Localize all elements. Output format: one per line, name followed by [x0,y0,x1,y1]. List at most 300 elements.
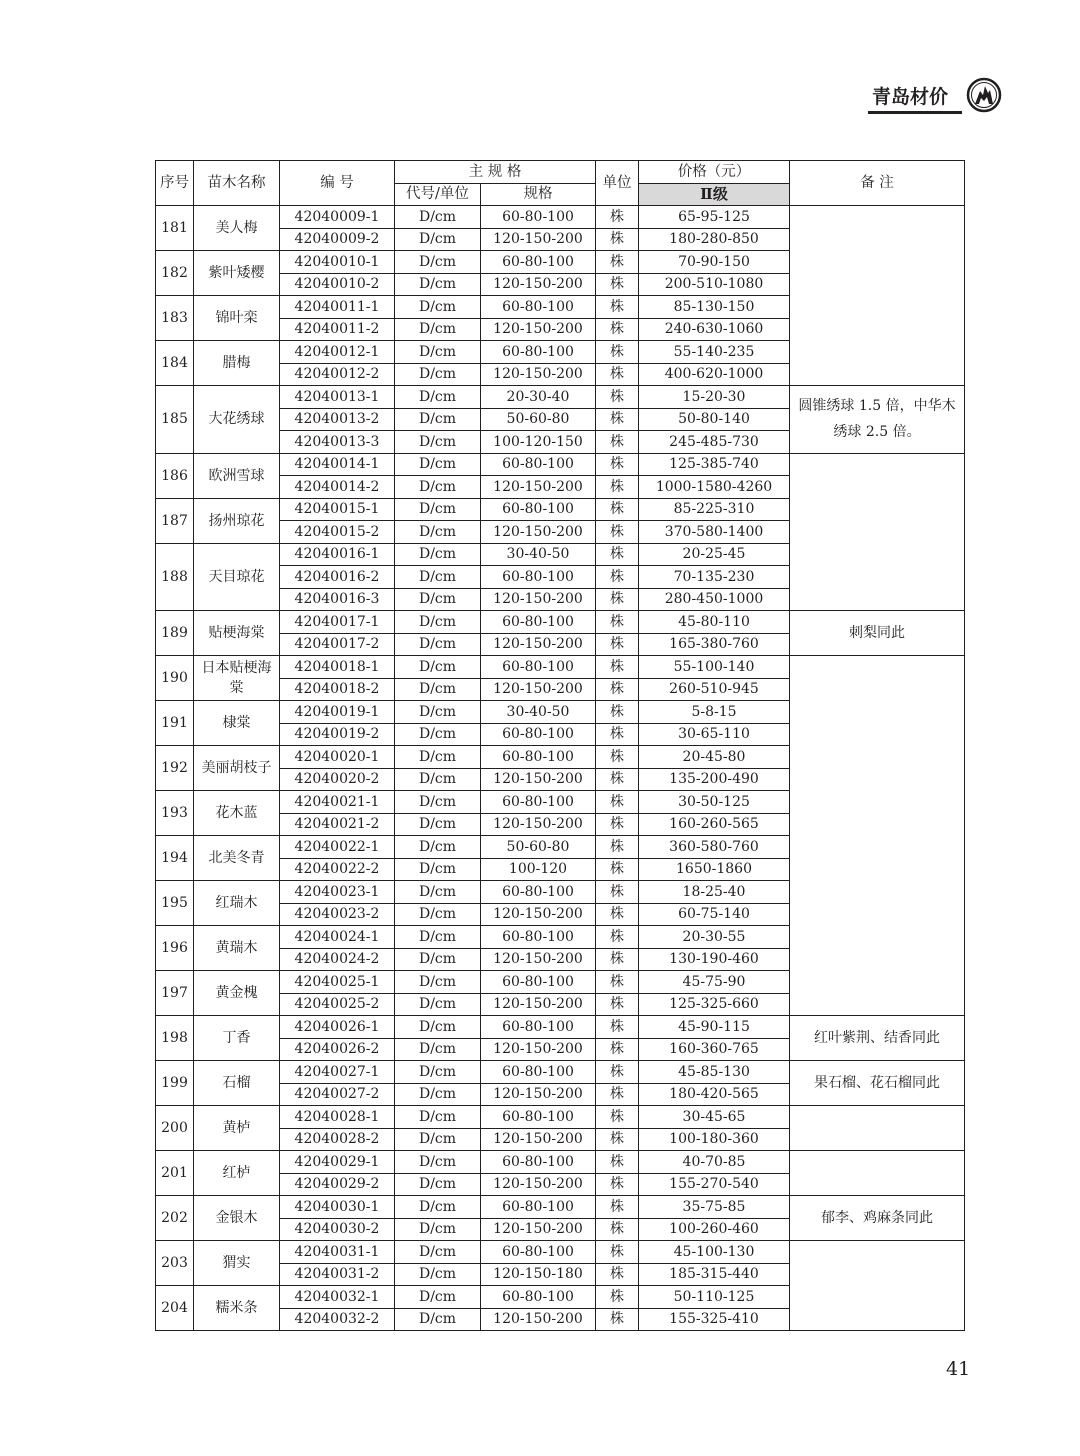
table-row [156,206,965,229]
code-cell: 42040024-2 [280,948,395,971]
code-cell: 42040015-1 [280,498,395,521]
unit-cell: 株 [596,1106,639,1129]
spec-cell: 120-150-200 [481,903,596,926]
spec-unit-cell: D/cm [395,678,481,701]
unit-cell: 株 [596,386,639,409]
unit-cell: 株 [596,971,639,994]
price-cell: 50-110-125 [639,1286,790,1309]
unit-cell: 株 [596,1241,639,1264]
spec-cell: 60-80-100 [481,1151,596,1174]
code-cell: 42040014-2 [280,476,395,499]
price-cell: 400-620-1000 [639,363,790,386]
unit-cell: 株 [596,633,639,656]
unit-cell: 株 [596,611,639,634]
code-cell: 42040027-1 [280,1061,395,1084]
spec-cell: 60-80-100 [481,746,596,769]
spec-cell: 120-150-200 [481,948,596,971]
note-cell [790,656,965,1016]
name-cell: 猬实 [194,1241,280,1286]
note-cell: 刺梨同此 [790,611,965,656]
price-cell: 30-45-65 [639,1106,790,1129]
spec-unit-cell: D/cm [395,1263,481,1286]
seq-cell: 184 [156,341,194,386]
unit-cell: 株 [596,836,639,859]
code-cell: 42040023-2 [280,903,395,926]
name-cell: 紫叶矮樱 [194,251,280,296]
unit-cell: 株 [596,318,639,341]
price-cell: 30-65-110 [639,723,790,746]
spec-cell: 120-150-200 [481,1128,596,1151]
price-cell: 160-360-765 [639,1038,790,1061]
spec-unit-cell: D/cm [395,1218,481,1241]
spec-cell: 120-150-200 [481,1083,596,1106]
spec-unit-cell: D/cm [395,498,481,521]
spec-unit-cell: D/cm [395,543,481,566]
price-cell: 65-95-125 [639,206,790,229]
spec-unit-cell: D/cm [395,273,481,296]
price-cell: 35-75-85 [639,1196,790,1219]
code-cell: 42040016-2 [280,566,395,589]
name-cell: 扬州琼花 [194,498,280,543]
unit-cell: 株 [596,903,639,926]
note-cell [790,1106,965,1151]
price-cell: 155-270-540 [639,1173,790,1196]
name-cell: 日本贴梗海棠 [194,656,280,701]
unit-cell: 株 [596,251,639,274]
price-cell: 135-200-490 [639,768,790,791]
spec-cell: 20-30-40 [481,386,596,409]
price-cell: 185-315-440 [639,1263,790,1286]
unit-cell: 株 [596,1151,639,1174]
spec-cell: 60-80-100 [481,971,596,994]
spec-unit-cell: D/cm [395,1151,481,1174]
price-cell: 1000-1580-4260 [639,476,790,499]
code-cell: 42040017-2 [280,633,395,656]
spec-unit-cell: D/cm [395,1106,481,1129]
code-cell: 42040022-2 [280,858,395,881]
unit-cell: 株 [596,296,639,319]
header-spec-unit: 代号/单位 [395,183,481,206]
spec-unit-cell: D/cm [395,1286,481,1309]
seq-cell: 191 [156,701,194,746]
code-cell: 42040013-2 [280,408,395,431]
code-cell: 42040022-1 [280,836,395,859]
price-cell: 200-510-1080 [639,273,790,296]
spec-cell: 60-80-100 [481,296,596,319]
spec-cell: 120-150-200 [481,768,596,791]
code-cell: 42040020-2 [280,768,395,791]
price-cell: 165-380-760 [639,633,790,656]
publication-logo-icon [966,77,1002,113]
note-cell: 果石榴、花石榴同此 [790,1061,965,1106]
table-body [156,206,965,1331]
name-cell: 欧洲雪球 [194,453,280,498]
unit-cell: 株 [596,656,639,679]
spec-cell: 120-150-200 [481,521,596,544]
spec-unit-cell: D/cm [395,1196,481,1219]
code-cell: 42040010-2 [280,273,395,296]
price-cell: 130-190-460 [639,948,790,971]
spec-cell: 60-80-100 [481,723,596,746]
price-cell: 100-260-460 [639,1218,790,1241]
spec-cell: 120-150-200 [481,678,596,701]
table-row [156,1151,965,1174]
unit-cell: 株 [596,746,639,769]
seq-cell: 197 [156,971,194,1016]
unit-cell: 株 [596,1016,639,1039]
code-cell: 42040025-2 [280,993,395,1016]
spec-unit-cell: D/cm [395,1128,481,1151]
spec-unit-cell: D/cm [395,993,481,1016]
price-cell: 260-510-945 [639,678,790,701]
spec-unit-cell: D/cm [395,948,481,971]
code-cell: 42040015-2 [280,521,395,544]
seq-cell: 200 [156,1106,194,1151]
note-cell [790,1241,965,1331]
seq-cell: 204 [156,1286,194,1331]
page-header [862,74,1012,118]
price-cell: 40-70-85 [639,1151,790,1174]
header-spec: 规格 [481,183,596,206]
seq-cell: 181 [156,206,194,251]
header-note: 备 注 [790,161,965,206]
name-cell: 黄瑞木 [194,926,280,971]
spec-cell: 60-80-100 [481,656,596,679]
unit-cell: 株 [596,1263,639,1286]
header-seq: 序号 [156,161,194,206]
name-cell: 锦叶栾 [194,296,280,341]
seq-cell: 193 [156,791,194,836]
spec-unit-cell: D/cm [395,971,481,994]
unit-cell: 株 [596,768,639,791]
unit-cell: 株 [596,858,639,881]
spec-cell: 50-60-80 [481,408,596,431]
table-row [156,1241,965,1264]
spec-unit-cell: D/cm [395,836,481,859]
code-cell: 42040014-1 [280,453,395,476]
price-cell: 85-225-310 [639,498,790,521]
spec-cell: 60-80-100 [481,1106,596,1129]
name-cell: 丁香 [194,1016,280,1061]
price-cell: 370-580-1400 [639,521,790,544]
spec-unit-cell: D/cm [395,476,481,499]
unit-cell: 株 [596,813,639,836]
spec-unit-cell: D/cm [395,386,481,409]
spec-cell: 120-150-200 [481,318,596,341]
unit-cell: 株 [596,588,639,611]
note-cell [790,1151,965,1196]
spec-unit-cell: D/cm [395,1173,481,1196]
seq-cell: 201 [156,1151,194,1196]
spec-unit-cell: D/cm [395,453,481,476]
spec-cell: 60-80-100 [481,926,596,949]
code-cell: 42040029-2 [280,1173,395,1196]
price-cell: 5-8-15 [639,701,790,724]
price-cell: 55-100-140 [639,656,790,679]
name-cell: 石榴 [194,1061,280,1106]
price-cell: 20-45-80 [639,746,790,769]
code-cell: 42040026-2 [280,1038,395,1061]
code-cell: 42040013-3 [280,431,395,454]
price-cell: 180-420-565 [639,1083,790,1106]
code-cell: 42040024-1 [280,926,395,949]
table-row [156,386,965,409]
code-cell: 42040012-2 [280,363,395,386]
price-cell: 125-385-740 [639,453,790,476]
unit-cell: 株 [596,723,639,746]
name-cell: 北美冬青 [194,836,280,881]
seq-cell: 185 [156,386,194,454]
spec-cell: 100-120-150 [481,431,596,454]
price-cell: 125-325-660 [639,993,790,1016]
note-cell: 圆锥绣球 1.5 倍，中华木绣球 2.5 倍。 [790,386,965,454]
seq-cell: 187 [156,498,194,543]
seq-cell: 189 [156,611,194,656]
header-underline [868,111,962,114]
unit-cell: 株 [596,1061,639,1084]
code-cell: 42040023-1 [280,881,395,904]
unit-cell: 株 [596,1286,639,1309]
spec-cell: 60-80-100 [481,791,596,814]
unit-cell: 株 [596,926,639,949]
header-code: 编 号 [280,161,395,206]
seq-cell: 186 [156,453,194,498]
spec-unit-cell: D/cm [395,881,481,904]
note-cell [790,453,965,611]
table-row [156,453,965,476]
name-cell: 天目琼花 [194,543,280,611]
spec-unit-cell: D/cm [395,1038,481,1061]
spec-unit-cell: D/cm [395,723,481,746]
code-cell: 42040028-2 [280,1128,395,1151]
code-cell: 42040031-1 [280,1241,395,1264]
price-cell: 50-80-140 [639,408,790,431]
spec-cell: 120-150-200 [481,813,596,836]
spec-cell: 60-80-100 [481,206,596,229]
code-cell: 42040021-2 [280,813,395,836]
unit-cell: 株 [596,543,639,566]
unit-cell: 株 [596,1218,639,1241]
spec-unit-cell: D/cm [395,228,481,251]
price-cell: 20-25-45 [639,543,790,566]
code-cell: 42040016-3 [280,588,395,611]
seq-cell: 203 [156,1241,194,1286]
unit-cell: 株 [596,1173,639,1196]
price-cell: 45-100-130 [639,1241,790,1264]
code-cell: 42040009-1 [280,206,395,229]
unit-cell: 株 [596,453,639,476]
spec-unit-cell: D/cm [395,1308,481,1331]
spec-unit-cell: D/cm [395,746,481,769]
spec-cell: 60-80-100 [481,1286,596,1309]
price-cell: 45-85-130 [639,1061,790,1084]
unit-cell: 株 [596,498,639,521]
unit-cell: 株 [596,341,639,364]
code-cell: 42040018-2 [280,678,395,701]
seq-cell: 190 [156,656,194,701]
spec-unit-cell: D/cm [395,903,481,926]
name-cell: 黄金槐 [194,971,280,1016]
code-cell: 42040013-1 [280,386,395,409]
unit-cell: 株 [596,521,639,544]
code-cell: 42040009-2 [280,228,395,251]
unit-cell: 株 [596,228,639,251]
unit-cell: 株 [596,1128,639,1151]
spec-cell: 120-150-200 [481,228,596,251]
seq-cell: 195 [156,881,194,926]
spec-unit-cell: D/cm [395,1061,481,1084]
spec-cell: 60-80-100 [481,453,596,476]
spec-cell: 50-60-80 [481,836,596,859]
spec-unit-cell: D/cm [395,521,481,544]
spec-cell: 120-150-200 [481,1218,596,1241]
note-cell: 郁李、鸡麻条同此 [790,1196,965,1241]
spec-cell: 60-80-100 [481,1241,596,1264]
code-cell: 42040031-2 [280,1263,395,1286]
code-cell: 42040030-1 [280,1196,395,1219]
price-cell: 70-90-150 [639,251,790,274]
table-row [156,1061,965,1084]
code-cell: 42040026-1 [280,1016,395,1039]
code-cell: 42040030-2 [280,1218,395,1241]
spec-unit-cell: D/cm [395,1016,481,1039]
header-unit: 单位 [596,161,639,206]
code-cell: 42040020-1 [280,746,395,769]
name-cell: 腊梅 [194,341,280,386]
spec-unit-cell: D/cm [395,296,481,319]
price-cell: 70-135-230 [639,566,790,589]
note-cell: 红叶紫荆、结香同此 [790,1016,965,1061]
spec-unit-cell: D/cm [395,611,481,634]
price-cell: 45-75-90 [639,971,790,994]
name-cell: 美人梅 [194,206,280,251]
price-cell: 180-280-850 [639,228,790,251]
name-cell: 美丽胡枝子 [194,746,280,791]
name-cell: 金银木 [194,1196,280,1241]
spec-unit-cell: D/cm [395,341,481,364]
price-cell: 360-580-760 [639,836,790,859]
spec-unit-cell: D/cm [395,768,481,791]
spec-unit-cell: D/cm [395,1241,481,1264]
code-cell: 42040019-1 [280,701,395,724]
price-cell: 18-25-40 [639,881,790,904]
seq-cell: 202 [156,1196,194,1241]
spec-cell: 120-150-200 [481,993,596,1016]
code-cell: 42040010-1 [280,251,395,274]
header-title: 青岛材价 [872,86,949,108]
price-cell: 60-75-140 [639,903,790,926]
spec-cell: 100-120 [481,858,596,881]
code-cell: 42040029-1 [280,1151,395,1174]
spec-unit-cell: D/cm [395,1083,481,1106]
price-cell: 30-50-125 [639,791,790,814]
name-cell: 黄栌 [194,1106,280,1151]
code-cell: 42040032-1 [280,1286,395,1309]
unit-cell: 株 [596,948,639,971]
unit-cell: 株 [596,993,639,1016]
price-cell: 155-325-410 [639,1308,790,1331]
price-cell: 280-450-1000 [639,588,790,611]
price-table [155,160,965,1331]
code-cell: 42040011-1 [280,296,395,319]
unit-cell: 株 [596,363,639,386]
spec-cell: 30-40-50 [481,701,596,724]
unit-cell: 株 [596,1308,639,1331]
spec-unit-cell: D/cm [395,813,481,836]
unit-cell: 株 [596,566,639,589]
price-cell: 20-30-55 [639,926,790,949]
spec-cell: 60-80-100 [481,1061,596,1084]
seq-cell: 194 [156,836,194,881]
price-cell: 45-90-115 [639,1016,790,1039]
spec-cell: 60-80-100 [481,341,596,364]
price-cell: 15-20-30 [639,386,790,409]
spec-unit-cell: D/cm [395,701,481,724]
spec-cell: 120-150-180 [481,1263,596,1286]
spec-cell: 30-40-50 [481,543,596,566]
code-cell: 42040012-1 [280,341,395,364]
spec-unit-cell: D/cm [395,408,481,431]
spec-cell: 60-80-100 [481,611,596,634]
spec-unit-cell: D/cm [395,363,481,386]
page-number: 41 [946,1358,971,1380]
code-cell: 42040019-2 [280,723,395,746]
header-spec-group: 主 规 格 [395,161,596,184]
code-cell: 42040016-1 [280,543,395,566]
header-grade: Ⅱ级 [639,183,790,206]
code-cell: 42040027-2 [280,1083,395,1106]
price-cell: 245-485-730 [639,431,790,454]
spec-cell: 120-150-200 [481,363,596,386]
spec-cell: 120-150-200 [481,476,596,499]
seq-cell: 199 [156,1061,194,1106]
spec-cell: 120-150-200 [481,1038,596,1061]
unit-cell: 株 [596,791,639,814]
name-cell: 棣棠 [194,701,280,746]
code-cell: 42040011-2 [280,318,395,341]
unit-cell: 株 [596,1196,639,1219]
table-row [156,611,965,634]
name-cell: 大花绣球 [194,386,280,454]
code-cell: 42040028-1 [280,1106,395,1129]
price-cell: 160-260-565 [639,813,790,836]
seq-cell: 192 [156,746,194,791]
name-cell: 贴梗海棠 [194,611,280,656]
spec-unit-cell: D/cm [395,656,481,679]
spec-unit-cell: D/cm [395,318,481,341]
spec-unit-cell: D/cm [395,791,481,814]
table-row [156,1016,965,1039]
spec-unit-cell: D/cm [395,566,481,589]
spec-unit-cell: D/cm [395,926,481,949]
spec-unit-cell: D/cm [395,858,481,881]
unit-cell: 株 [596,1083,639,1106]
note-cell [790,206,965,386]
spec-cell: 120-150-200 [481,273,596,296]
seq-cell: 182 [156,251,194,296]
unit-cell: 株 [596,1038,639,1061]
spec-cell: 60-80-100 [481,498,596,521]
spec-unit-cell: D/cm [395,588,481,611]
spec-cell: 120-150-200 [481,1308,596,1331]
name-cell: 花木蓝 [194,791,280,836]
spec-cell: 60-80-100 [481,251,596,274]
unit-cell: 株 [596,273,639,296]
spec-unit-cell: D/cm [395,431,481,454]
unit-cell: 株 [596,431,639,454]
spec-cell: 60-80-100 [481,881,596,904]
table-row [156,1196,965,1219]
